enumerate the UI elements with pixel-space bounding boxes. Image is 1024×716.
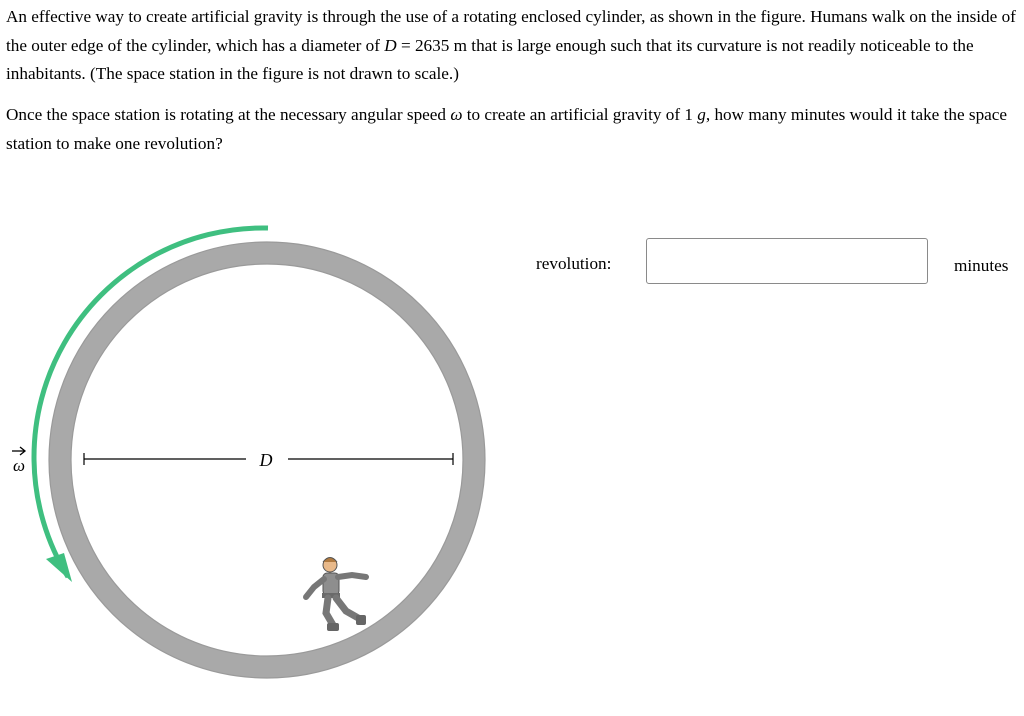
- question-paragraph-2: [6, 101, 1022, 158]
- diameter-variable: D: [384, 35, 397, 55]
- answer-unit: minutes: [954, 256, 1009, 275]
- question-paragraph-1: [6, 3, 1022, 89]
- omega-variable: ω: [450, 105, 463, 124]
- astronaut-figure: [306, 558, 366, 632]
- space-station-figure: [0, 215, 500, 695]
- g-variable: g: [697, 105, 706, 124]
- question-text-part: = 2635 m that is large enough such that its curvature is not readily noticeable to the inhabitants. (The space station in the figure is not drawn to scale.): [6, 35, 974, 83]
- answer-label: revolution:: [536, 254, 612, 273]
- question-text-part: An effective way to create artificial gravity is through the use of a rotating enclosed cylinder, as shown in the figure. Humans walk on the inside of the outer edge of the cylinder, which has a diameter of: [6, 7, 1016, 55]
- diameter-label: D: [259, 450, 273, 470]
- question-text-part: to create an artificial gravity of 1: [462, 105, 698, 124]
- rotation-arrow-head: [46, 553, 72, 582]
- question-text-part: Once the space station is rotating at the necessary angular speed: [6, 105, 451, 124]
- question-text-part: , how many minutes would it take the space station to make one revolution?: [6, 105, 1008, 153]
- answer-input[interactable]: [646, 238, 928, 284]
- omega-label: ω: [12, 456, 26, 475]
